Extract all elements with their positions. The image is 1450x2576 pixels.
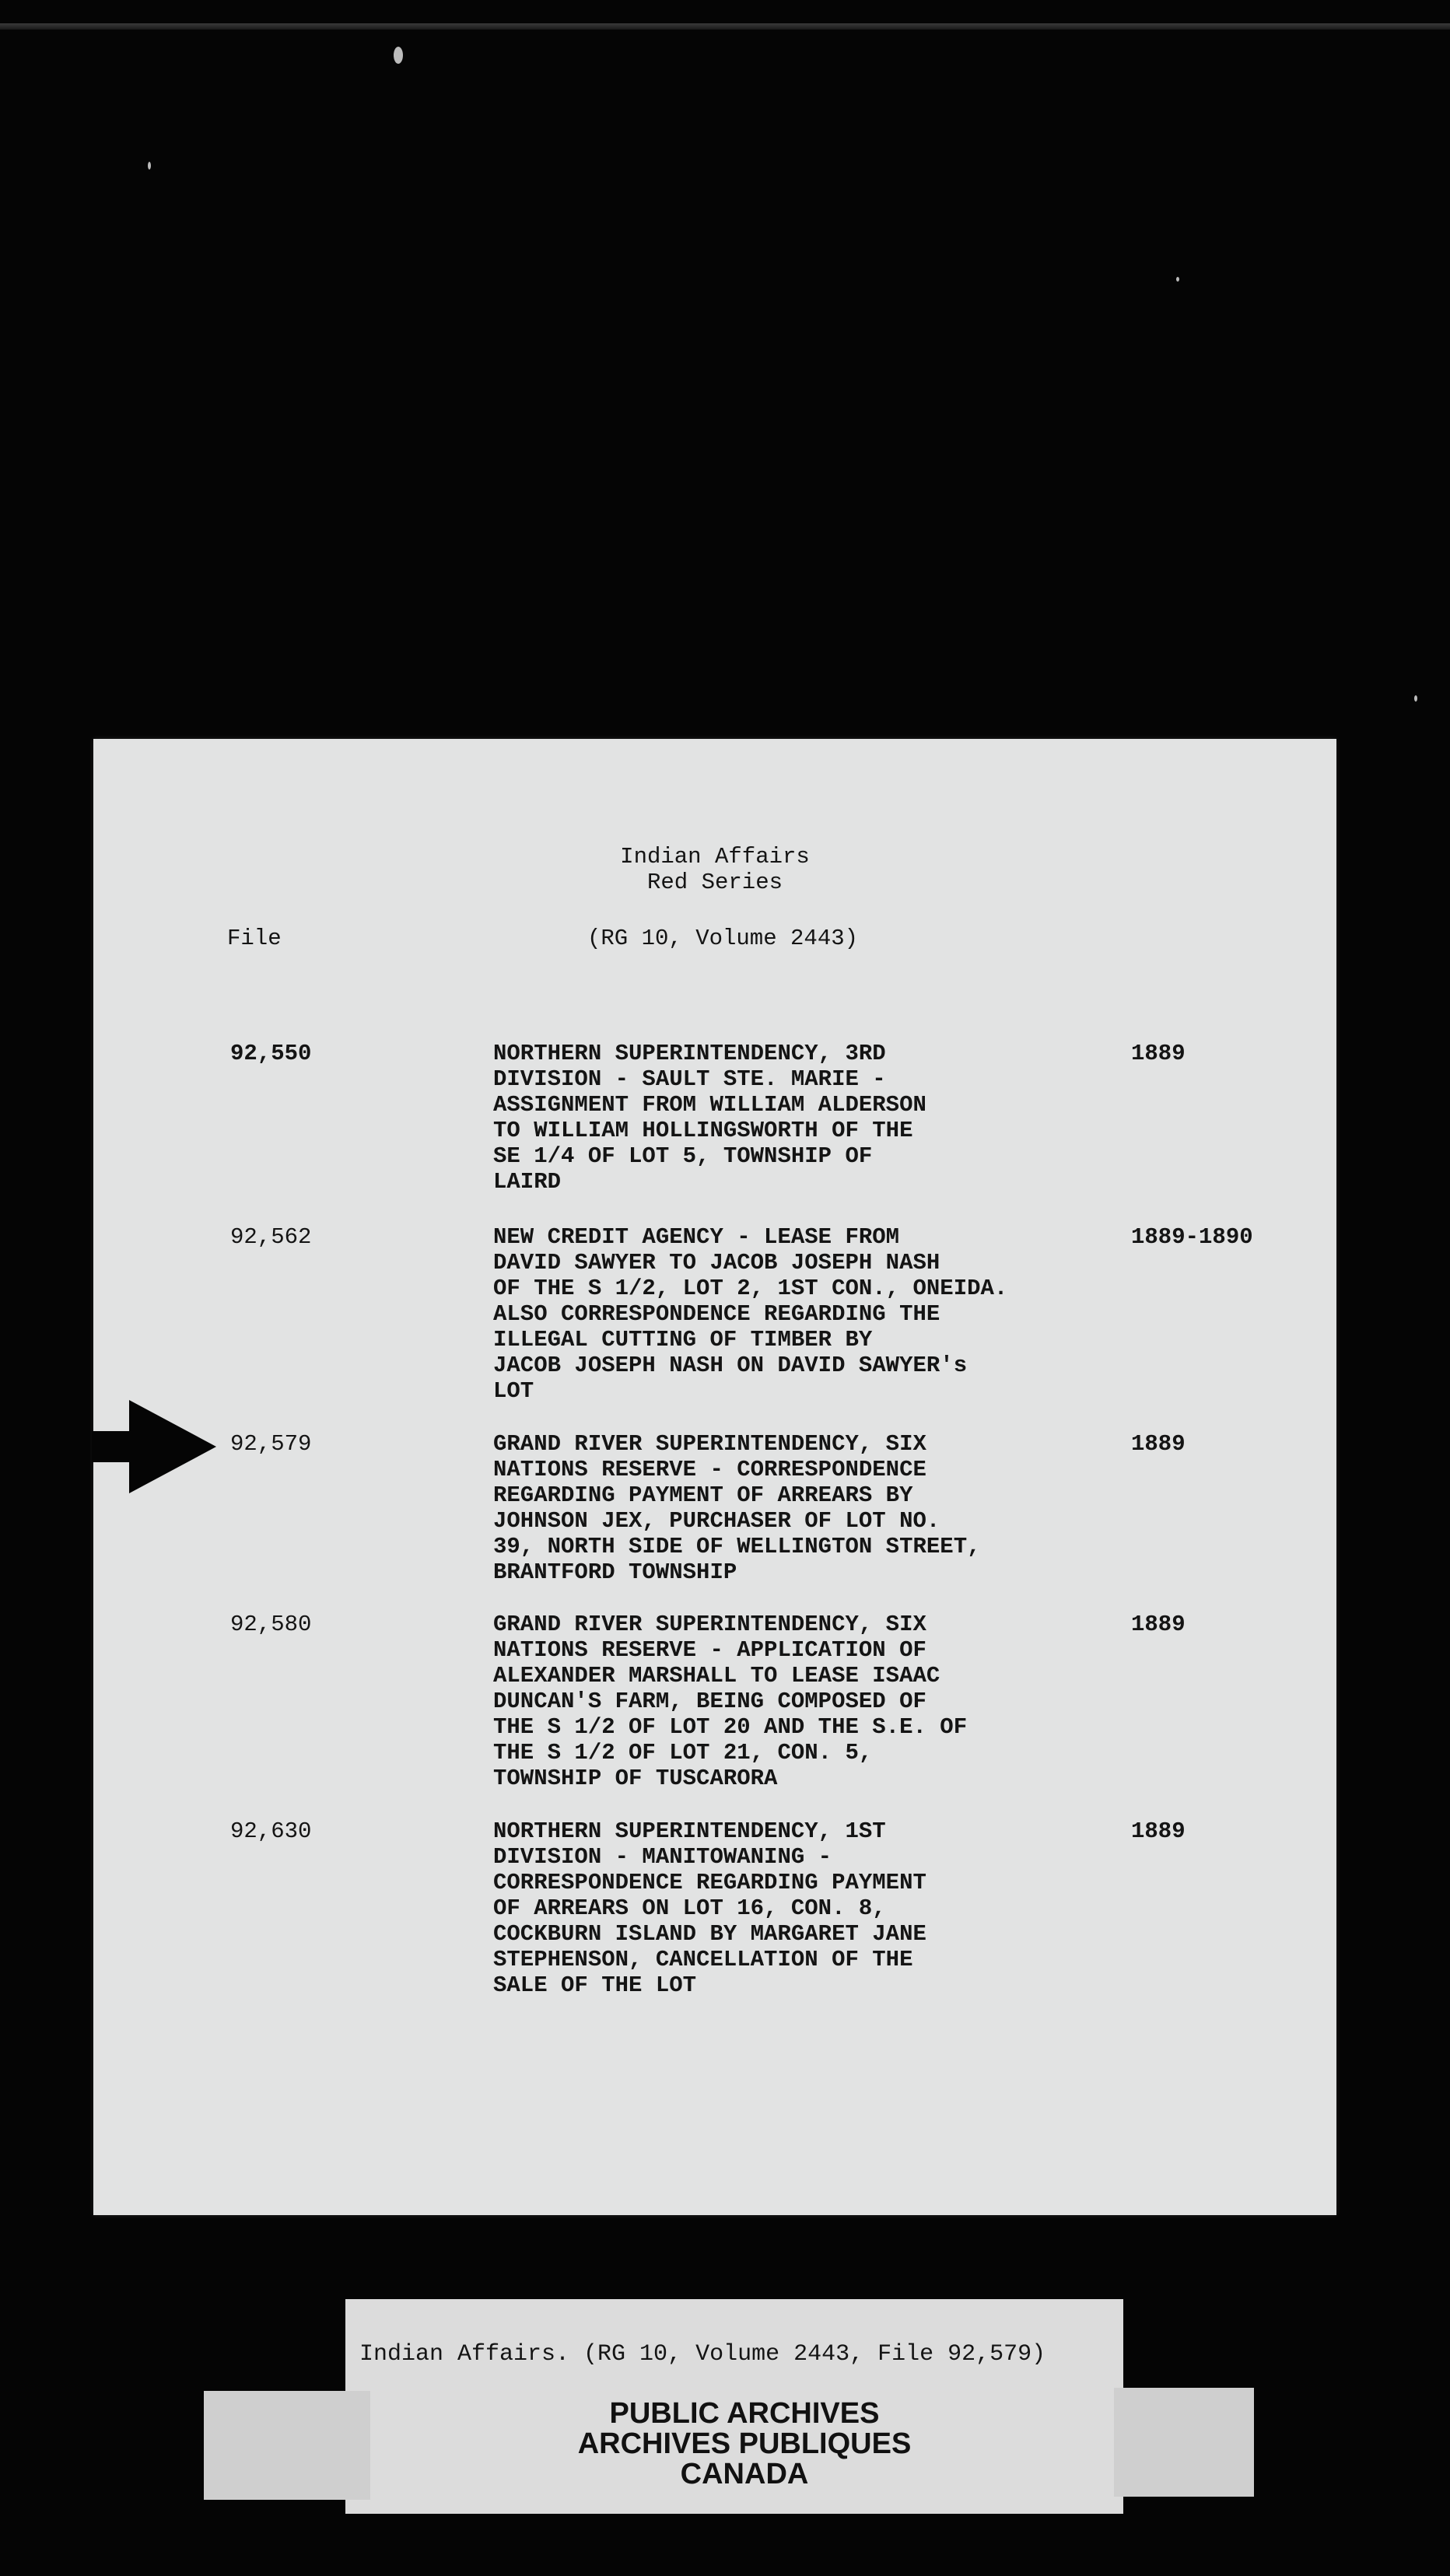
label-tab-left bbox=[204, 2391, 370, 2500]
entry-year: 1889 bbox=[1131, 1818, 1186, 1844]
label-reference: Indian Affairs. (RG 10, Volume 2443, File 92,579) bbox=[359, 2341, 1046, 2368]
film-speck bbox=[148, 162, 151, 170]
entry-description: GRAND RIVER SUPERINTENDENCY, SIX NATIONS RESERVE - CORRESPONDENCE REGARDING PAYMENT OF ARREARS BY JOHNSON JEX, PURCHASER OF LOT NO. 39, NORTH SIDE OF WELLINGTON STREET, BRANTFORD TOWNSHIP bbox=[493, 1431, 981, 1585]
file-column-label: File bbox=[227, 926, 282, 951]
document-page bbox=[93, 739, 1336, 2215]
entry-description: NEW CREDIT AGENCY - LEASE FROM DAVID SAWYER TO JACOB JOSEPH NASH OF THE S 1/2, LOT 2, 1ST CON., ONEIDA. ALSO CORRESPONDENCE REGARDING THE ILLEGAL CUTTING OF TIMBER BY JACOB JOSEPH NASH ON DAVID SAWYER's LOT bbox=[493, 1224, 1008, 1404]
film-edge bbox=[0, 23, 1450, 30]
archive-line-2: ARCHIVES PUBLIQUES bbox=[577, 2427, 912, 2460]
archive-line-1: PUBLIC ARCHIVES bbox=[609, 2397, 880, 2430]
entry-description: GRAND RIVER SUPERINTENDENCY, SIX NATIONS RESERVE - APPLICATION OF ALEXANDER MARSHALL TO LEASE ISAAC DUNCAN'S FARM, BEING COMPOSED OF THE S 1/2 OF LOT 20 AND THE S.E. OF THE S 1/2 OF LOT 21, CON. 5, TOWNSHIP OF TUSCARORA bbox=[493, 1612, 968, 1791]
file-number: 92,579 bbox=[230, 1431, 312, 1457]
archive-line-3: CANADA bbox=[680, 2458, 809, 2490]
volume-label: (RG 10, Volume 2443) bbox=[587, 926, 859, 951]
file-number: 92,630 bbox=[230, 1818, 312, 1844]
entry-year: 1889 bbox=[1131, 1612, 1186, 1637]
file-number: 92,580 bbox=[230, 1612, 312, 1637]
entry-year: 1889-1890 bbox=[1131, 1224, 1253, 1250]
entry-year: 1889 bbox=[1131, 1041, 1186, 1066]
file-number: 92,562 bbox=[230, 1224, 312, 1250]
page-title: Indian Affairs bbox=[620, 844, 810, 870]
file-number: 92,550 bbox=[230, 1041, 312, 1066]
label-tab-right bbox=[1114, 2388, 1254, 2497]
page-subtitle: Red Series bbox=[646, 870, 783, 895]
arrow-right-icon bbox=[92, 1400, 216, 1493]
entry-description: NORTHERN SUPERINTENDENCY, 3RD DIVISION - SAULT STE. MARIE - ASSIGNMENT FROM WILLIAM ALDERSON TO WILLIAM HOLLINGSWORTH OF THE SE 1/4 OF LOT 5, TOWNSHIP OF LAIRD bbox=[493, 1041, 926, 1195]
film-speck bbox=[1414, 695, 1417, 702]
film-speck bbox=[1176, 277, 1179, 282]
film-speck bbox=[394, 47, 403, 64]
entry-year: 1889 bbox=[1131, 1431, 1186, 1457]
entry-description: NORTHERN SUPERINTENDENCY, 1ST DIVISION - MANITOWANING - CORRESPONDENCE REGARDING PAYMENT OF ARREARS ON LOT 16, CON. 8, COCKBURN ISLAND BY MARGARET JANE STEPHENSON, CANCELLATION OF THE SALE OF THE LOT bbox=[493, 1818, 926, 1998]
archive-stamp bbox=[375, 2388, 1114, 2504]
